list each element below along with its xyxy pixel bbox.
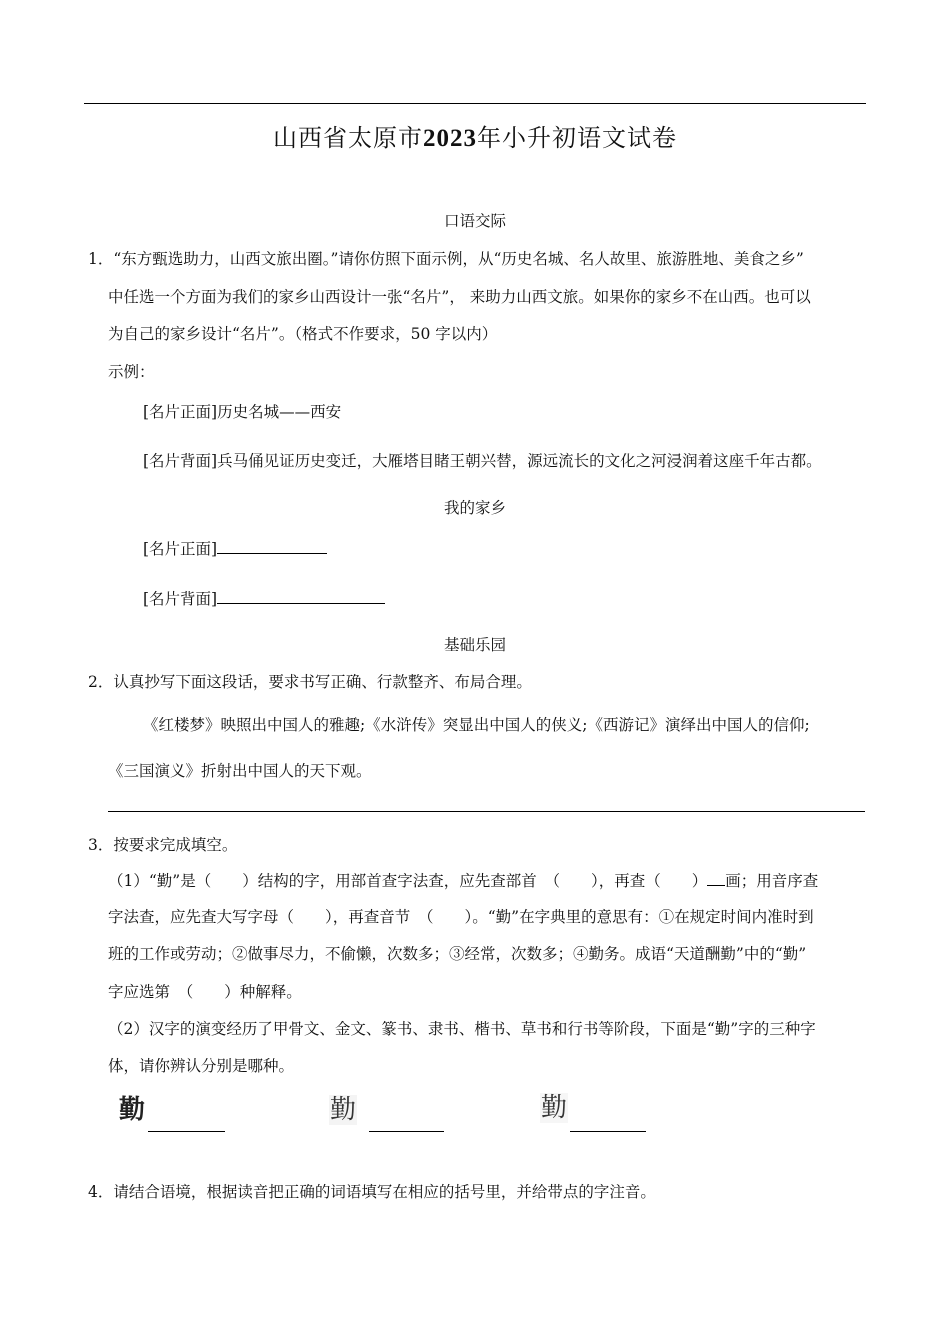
q4-line1: 4．请结合语境，根据读音把正确的词语填写在相应的括号里，并给带点的字注音。: [88, 1183, 656, 1201]
q2-line3: 《三国演义》折射出中国人的天下观。: [108, 762, 372, 780]
q1-back-example: [名片背面]兵马俑见证历史变迁，大雁塔目睹王朝兴替，源远流长的文化之河浸润着这座千年古都。: [143, 452, 822, 470]
q3-p2-line1: （2）汉字的演变经历了甲骨文、金文、篆书、隶书、楷书、草书和行书等阶段，下面是“勤”字的三种字: [108, 1020, 816, 1038]
q3-p1-line1: [108, 869, 818, 893]
q1-line2: 中任选一个方面为我们的家乡山西设计一张“名片”， 来助力山西文旅。如果你的家乡不在山西。也可以: [108, 288, 811, 306]
q1-line1: 1．“东方甄选助力，山西文旅出圈。”请你仿照下面示例，从“历史名城、名人故里、旅游胜地、美食之乡”: [88, 250, 804, 268]
qin-glyph-3: 勤: [540, 1093, 567, 1123]
q3-p2-line2: 体，请你辨认分别是哪种。: [108, 1057, 295, 1075]
q1-my-hometown: 我的家乡: [443, 499, 506, 517]
glyph-3-answer-line[interactable]: [570, 1131, 646, 1132]
q1-back-answer: [143, 587, 385, 611]
q2-line2: 《红楼梦》映照出中国人的雅趣;《水浒传》突显出中国人的侠义;《西游记》演绎出中国人的信仰;: [143, 716, 810, 734]
qin-glyph-1: 勤: [118, 1095, 145, 1125]
qin-glyph-2: 勤: [329, 1095, 356, 1125]
title-year: 2023: [423, 125, 477, 152]
q3-p1-line3: 班的工作或劳动；②做事尽力，不偷懒，次数多；③经常，次数多；④勤务。成语“天道酬勤”中的“勤”: [108, 945, 807, 963]
front-answer-blank[interactable]: [217, 537, 327, 554]
page-title: [0, 118, 950, 153]
q3-p1-line1-a: （1）“勤”是（ ）结构的字，用部首查字法查，应先查部首 （ ），再查（ ）: [108, 872, 708, 890]
stroke-count-blank[interactable]: [707, 869, 725, 886]
q2-copy-answer-line[interactable]: [108, 811, 865, 812]
title-suffix: 年小升初语文试卷: [477, 124, 677, 152]
header-rule: [84, 103, 866, 104]
q1-front-answer: [143, 537, 327, 561]
q3-p1-line4: 字应选第 （ ）种解释。: [108, 983, 302, 1001]
front-label: [名片正面]: [143, 540, 218, 558]
title-prefix: 山西省太原市: [273, 124, 423, 152]
q3-p1-line2: 字法查，应先查大写字母（ ），再查音节 （ ）。“勤”在字典里的意思有：①在规定时间内准时到: [108, 908, 814, 926]
back-label: [名片背面]: [143, 590, 218, 608]
section-oral: 口语交际: [443, 212, 506, 230]
q1-front-example: [名片正面]历史名城——西安: [143, 403, 342, 421]
q3-p1-line1-b: 画；用音序查: [725, 872, 819, 890]
glyph-1-answer-line[interactable]: [148, 1131, 225, 1132]
glyph-2-answer-line[interactable]: [369, 1131, 444, 1132]
section-basic: 基础乐园: [443, 636, 506, 654]
q3-line1: 3．按要求完成填空。: [88, 836, 238, 854]
back-answer-blank[interactable]: [217, 587, 385, 604]
q1-example-label: 示例：: [108, 363, 155, 381]
q2-line1: 2．认真抄写下面这段话，要求书写正确、行款整齐、布局合理。: [88, 673, 532, 691]
q1-line3: 为自己的家乡设计“名片”。（格式不作要求，50 字以内）: [108, 325, 498, 343]
